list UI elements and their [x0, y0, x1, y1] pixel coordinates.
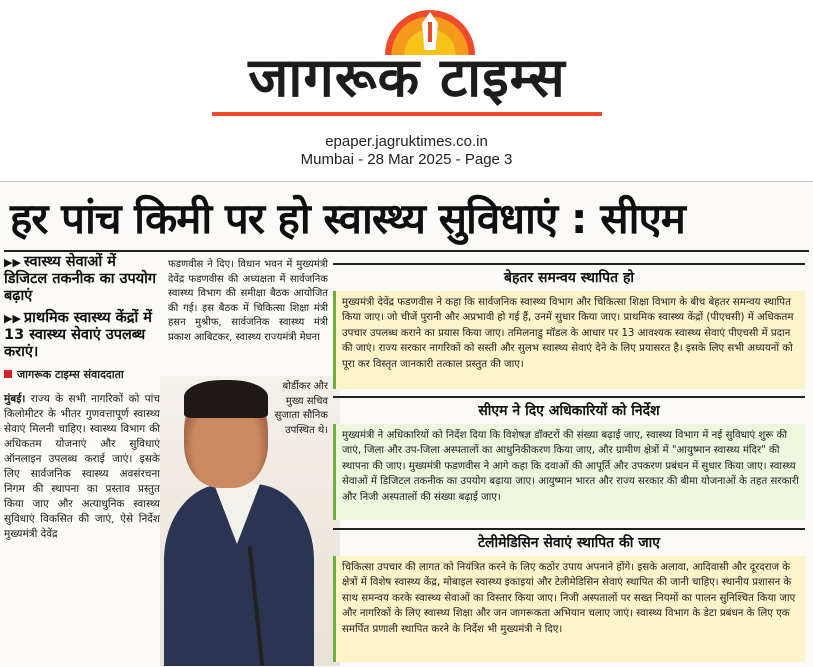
newspaper-logo: जागरूक टाइम्स: [248, 46, 566, 109]
middle-paragraph: फडणवीस ने दिए। विधान भवन में मुख्यमंत्री देवेंद्र फडणवीस की अध्यक्षता में सार्वजनिक स्वास्थ्य विभाग की समीक्षा बैठक आयोजित की गई। इस बैठक में चिकित्सा शिक्षा मंत्री हसन मुश्रीफ, सार्वजनिक स्वास्थ्य मंत्री प्रकाश आबिटकर, स्वास्थ्य राज्यमंत्री मेघना: [168, 259, 328, 343]
edition-info: Mumbai - 28 Mar 2025 - Page 3: [300, 151, 513, 168]
masthead: [0, 0, 813, 170]
section-box: चिकित्सा उपचार की लागत को नियंत्रित करने के लिए कठोर उपाय अपनाने होंगे। इसके अलावा, आदिवासी और दूरदराज के क्षेत्रों में विशेष स्वास्थ्य केंद्र, मोबाइल स्वास्थ्य इकाइयां और टेलीमेडिसिन सेवाएं स्थापित की जानी चाहिए। स्थानीय प्रशासन के साथ समन्वय करके स्वास्थ्य सेवाओं का विस्तार किया जाए। निजी अस्पतालों पर सख्त नियमों का पालन सुनिश्चित किया जाए और नागरिकों के लिए स्वास्थ्य शिक्षा और जन जागरूकता अभियान चलाए जाएं। स्वास्थ्य विभाग के डेटा प्रबंधन के लिए एक समर्पित प्रणाली स्थापित करने के निर्देश भी मुख्यमंत्री ने दिए।: [333, 556, 805, 662]
highlight-item: ▶▶ प्राथमिक स्वास्थ्य केंद्रों में 13 स्वास्थ्य सेवाएं उपलब्ध कराएं।: [4, 310, 152, 360]
headline-divider: [4, 250, 809, 252]
double-chevron-icon: ▶▶: [4, 312, 21, 325]
epaper-url[interactable]: epaper.jagruktimes.co.in: [325, 133, 488, 150]
logo-underline: [212, 112, 602, 116]
section-heading: बेहतर समन्वय स्थापित हो: [333, 263, 805, 289]
dateline: मुंबई।: [4, 393, 26, 405]
left-column: [4, 254, 160, 542]
middle-column: [168, 258, 328, 345]
double-chevron-icon: ▶▶: [4, 256, 21, 269]
section-heading: टेलीमेडिसिन सेवाएं स्थापित की जाए: [333, 528, 805, 554]
middle-paragraph-continued: बोर्डीकर और मुख्य सचिव सुजाता सौनिक उपस्थित थे।: [274, 381, 328, 436]
section-box: मुख्यमंत्री देवेंद्र फडणवीस ने कहा कि सार्वजनिक स्वास्थ्य विभाग और चिकित्सा शिक्षा विभाग के बीच बेहतर समन्वय स्थापित किया जाए। जो चीजें पुरानी और अप्रभावी हो गई हैं, उनमें सुधार किया जाए। प्राथमिक स्वास्थ्य केंद्रों (पीएचसी) में अधिकतम उपचार उपलब्ध कराने का प्रयास किया जाए। तमिलनाडु मॉडल के आधार पर 13 आवश्यक स्वास्थ्य सेवाएं पीएचसी में प्रदान की जाएं। राज्य सरकार नागरिकों को सस्ती और सुलभ स्वास्थ्य सेवाएं देने के लिए प्रयासरत है। इसके लिए सभी अध्ययनों को पूरा कर विस्तृत जानकारी तत्काल प्रस्तुत की जाए।: [333, 291, 805, 389]
red-square-icon: [4, 370, 12, 378]
section-box: मुख्यमंत्री ने अधिकारियों को निर्देश दिया कि विशेषज्ञ डॉक्टरों की संख्या बढ़ाई जाए, स्वास्थ्य विभाग में नई सुविधाएं शुरू की जाएं, जिला और उप-जिला अस्पतालों का आधुनिकीकरण किया जाए, और ग्रामीण क्षेत्रों में "आयुष्मान स्वास्थ्य मंदिर" की स्थापना की जाए। मुख्यमंत्री फडणवीस ने आगे कहा कि दवाओं की आपूर्ति और उपकरण प्रबंधन में सुधार किया जाए। स्वास्थ्य सेवाओं में डिजिटल तकनीक का उपयोग बढ़ाया जाए। आयुष्मान भारत और राज्य सरकार की बीमा योजनाओं के तहत सरकारी और निजी अस्पतालों की संख्या बढ़ाई जाए।: [333, 424, 805, 520]
article-headline: हर पांच किमी पर हो स्वास्थ्य सुविधाएं : सीएम: [10, 194, 685, 243]
highlight-item: ▶▶ स्वास्थ्य सेवाओं में डिजिटल तकनीक का उपयोग बढ़ाएं: [4, 254, 157, 304]
section-heading: सीएम ने दिए अधिकारियों को निर्देश: [333, 396, 805, 422]
lead-paragraph: मुंबई। राज्य के सभी नागरिकों को पांच किलोमीटर के भीतर गुणवत्तापूर्ण स्वास्थ्य सेवाएं मिलनी चाहिए। स्वास्थ्य विभाग की अधिकतम योजनाएं और सुविधाएं ऑनलाइन उपलब्ध कराई जाएं। इसके लिए सार्वजनिक स्वास्थ्य अवसंरचना निगम की स्थापना का प्रस्ताव प्रस्तुत किया जाए और अत्याधुनिक स्वास्थ्य सुविधाएं विकसित की जाएं, ऐसे निर्देश मुख्यमंत्री देवेंद्र: [4, 393, 161, 540]
byline: जागरूक टाइम्स संवाददाता: [4, 367, 160, 382]
